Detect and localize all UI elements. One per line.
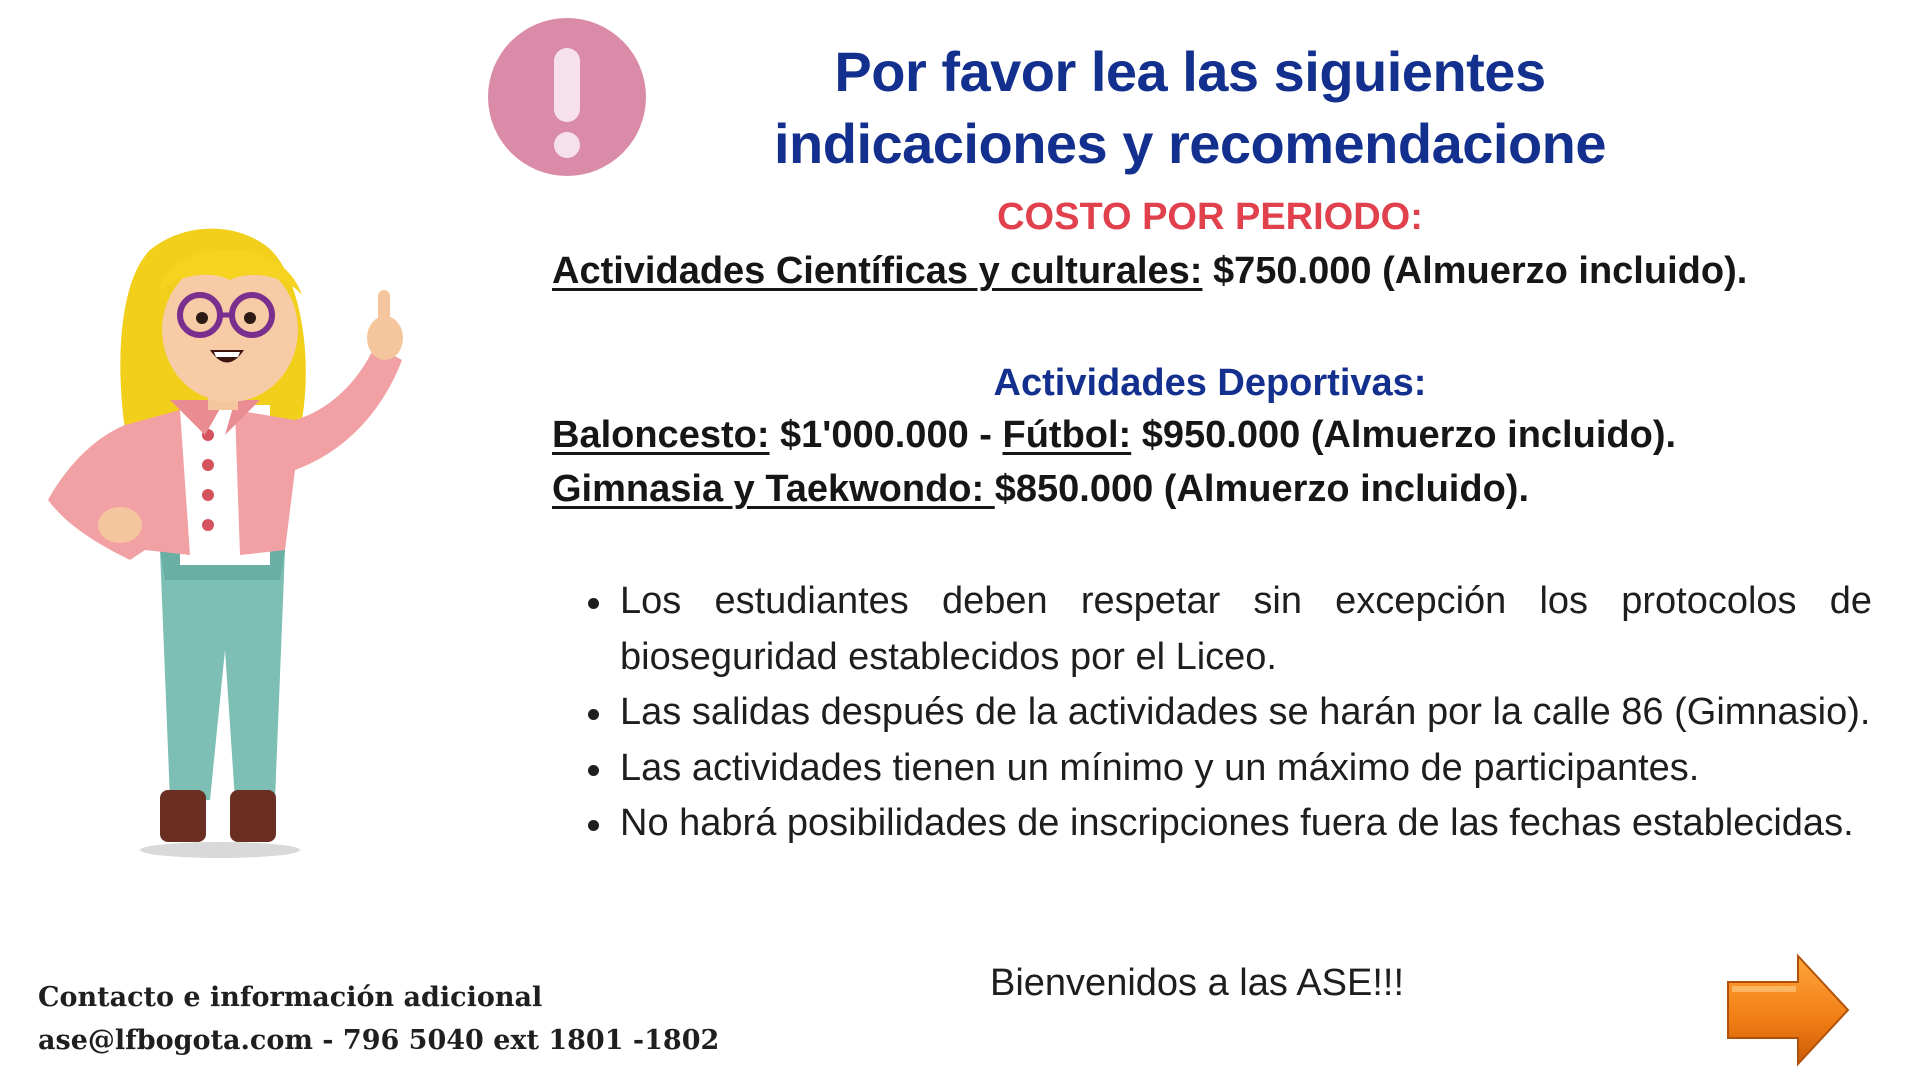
teacher-character	[30, 220, 450, 860]
gym-taekwondo-line	[552, 468, 1529, 511]
arrow-right-icon[interactable]	[1720, 952, 1860, 1072]
page-title	[720, 36, 1660, 180]
exclamation-icon	[488, 18, 646, 176]
gym-label: Gimnasia y Taekwondo:	[552, 468, 995, 510]
basketball-price: $1'000.000 -	[769, 414, 1003, 456]
welcome-message: Bienvenidos a las ASE!!!	[990, 962, 1405, 1004]
sports-section-title: Actividades Deportivas:	[993, 362, 1427, 404]
contact-title: Contacto e información adicional	[38, 982, 543, 1013]
page-title-line2: indicaciones y recomendacione	[773, 112, 1607, 175]
recommendations-list	[620, 574, 1872, 852]
list-item: Las actividades tienen un mínimo y un máximo de participantes.	[620, 741, 1872, 797]
page-title-line1: Por favor lea las siguientes	[834, 40, 1546, 103]
basketball-football-line	[552, 414, 1676, 457]
gym-price: $850.000 (Almuerzo incluido).	[994, 468, 1529, 510]
cost-section-title: COSTO POR PERIODO:	[997, 196, 1423, 238]
basketball-label: Baloncesto:	[552, 414, 770, 456]
contact-details: ase@lfbogota.com - 796 5040 ext 1801 -1802	[38, 1025, 720, 1056]
football-price: $950.000 (Almuerzo incluido).	[1131, 414, 1677, 456]
science-label: Actividades Científicas y culturales:	[552, 250, 1203, 292]
science-price: $750.000 (Almuerzo incluido).	[1202, 250, 1748, 292]
science-cost-line	[552, 250, 1747, 293]
list-item: Las salidas después de la actividades se harán por la calle 86 (Gimnasio).	[620, 685, 1872, 741]
list-item: Los estudiantes deben respetar sin excepción los protocolos de bioseguridad establecidos por el Liceo.	[620, 574, 1872, 685]
contact-block	[38, 976, 719, 1062]
exclamation-dot	[554, 132, 580, 158]
exclamation-bar	[554, 48, 580, 122]
list-item: No habrá posibilidades de inscripciones fuera de las fechas establecidas.	[620, 796, 1872, 852]
football-label: Fútbol:	[1002, 414, 1132, 456]
